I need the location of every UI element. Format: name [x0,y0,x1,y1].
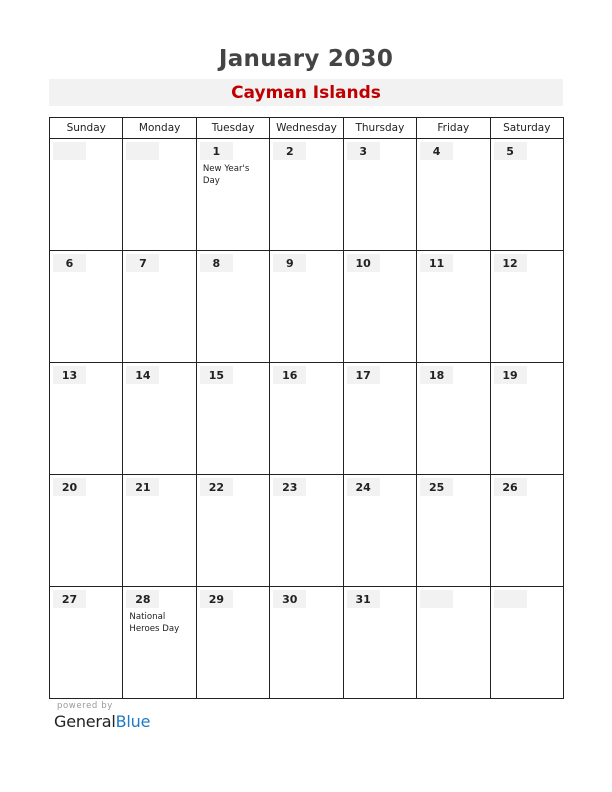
day-number: 22 [200,478,233,496]
day-number: 27 [53,590,86,608]
day-cell [196,475,269,587]
day-cell [123,587,196,699]
day-cell [123,363,196,475]
day-number: 19 [494,366,527,384]
day-cell [50,587,123,699]
week-row [50,587,564,699]
day-number: 23 [273,478,306,496]
weekday-header-row [50,118,564,139]
day-cell [196,251,269,363]
day-number: 5 [494,142,527,160]
day-number [53,142,86,160]
day-cell [417,363,490,475]
day-number: 15 [200,366,233,384]
day-cell [417,251,490,363]
weekday-friday: Friday [417,118,490,139]
day-cell [417,587,490,699]
day-cell [196,587,269,699]
calendar-grid [49,117,564,699]
holiday-label: New Year's Day [202,164,250,186]
day-cell [123,251,196,363]
day-number: 20 [53,478,86,496]
day-cell [50,139,123,251]
day-number: 11 [420,254,453,272]
day-cell [270,475,343,587]
day-cell [270,587,343,699]
day-number: 10 [347,254,380,272]
day-number: 3 [347,142,380,160]
day-number: 26 [494,478,527,496]
country-name: Cayman Islands [231,82,381,103]
day-number: 1 [200,142,233,160]
day-number: 9 [273,254,306,272]
week-row [50,475,564,587]
day-cell [490,251,563,363]
day-number: 29 [200,590,233,608]
day-number: 25 [420,478,453,496]
day-cell [123,475,196,587]
brand-general-text: General [54,712,116,731]
day-number: 14 [126,366,159,384]
page-title: January 2030 [218,46,394,72]
day-cell [343,363,416,475]
day-cell [270,139,343,251]
weekday-tuesday: Tuesday [196,118,269,139]
brand-blue-text: Blue [115,712,151,731]
day-number: 31 [347,590,380,608]
week-row [50,251,564,363]
brand-logo[interactable] [54,712,150,731]
day-number [494,590,527,608]
day-number: 7 [126,254,159,272]
day-number: 28 [126,590,159,608]
weekday-wednesday: Wednesday [270,118,343,139]
holiday-label: National Heroes Day [129,612,180,634]
weekday-monday: Monday [123,118,196,139]
day-number: 24 [347,478,380,496]
day-cell [270,251,343,363]
day-cell [490,587,563,699]
day-number: 30 [273,590,306,608]
weekday-thursday: Thursday [343,118,416,139]
day-cell [50,251,123,363]
day-cell [343,139,416,251]
day-cell [343,251,416,363]
day-cell [196,363,269,475]
day-cell [123,139,196,251]
weekday-sunday: Sunday [50,118,123,139]
country-banner [49,79,563,106]
day-number [420,590,453,608]
day-cell [343,587,416,699]
day-cell [50,363,123,475]
day-number: 13 [53,366,86,384]
day-cell [50,475,123,587]
day-cell [343,475,416,587]
day-number: 4 [420,142,453,160]
day-number: 2 [273,142,306,160]
powered-by-label: powered by [57,701,113,711]
day-cell [490,475,563,587]
day-number: 16 [273,366,306,384]
day-cell [490,363,563,475]
day-number: 6 [53,254,86,272]
day-cell [417,475,490,587]
day-number: 17 [347,366,380,384]
day-number: 8 [200,254,233,272]
day-number: 21 [126,478,159,496]
day-number: 18 [420,366,453,384]
day-cell [196,139,269,251]
day-number [126,142,159,160]
week-row [50,363,564,475]
week-row [50,139,564,251]
day-cell [270,363,343,475]
day-cell [417,139,490,251]
weekday-saturday: Saturday [490,118,563,139]
day-number: 12 [494,254,527,272]
day-cell [490,139,563,251]
